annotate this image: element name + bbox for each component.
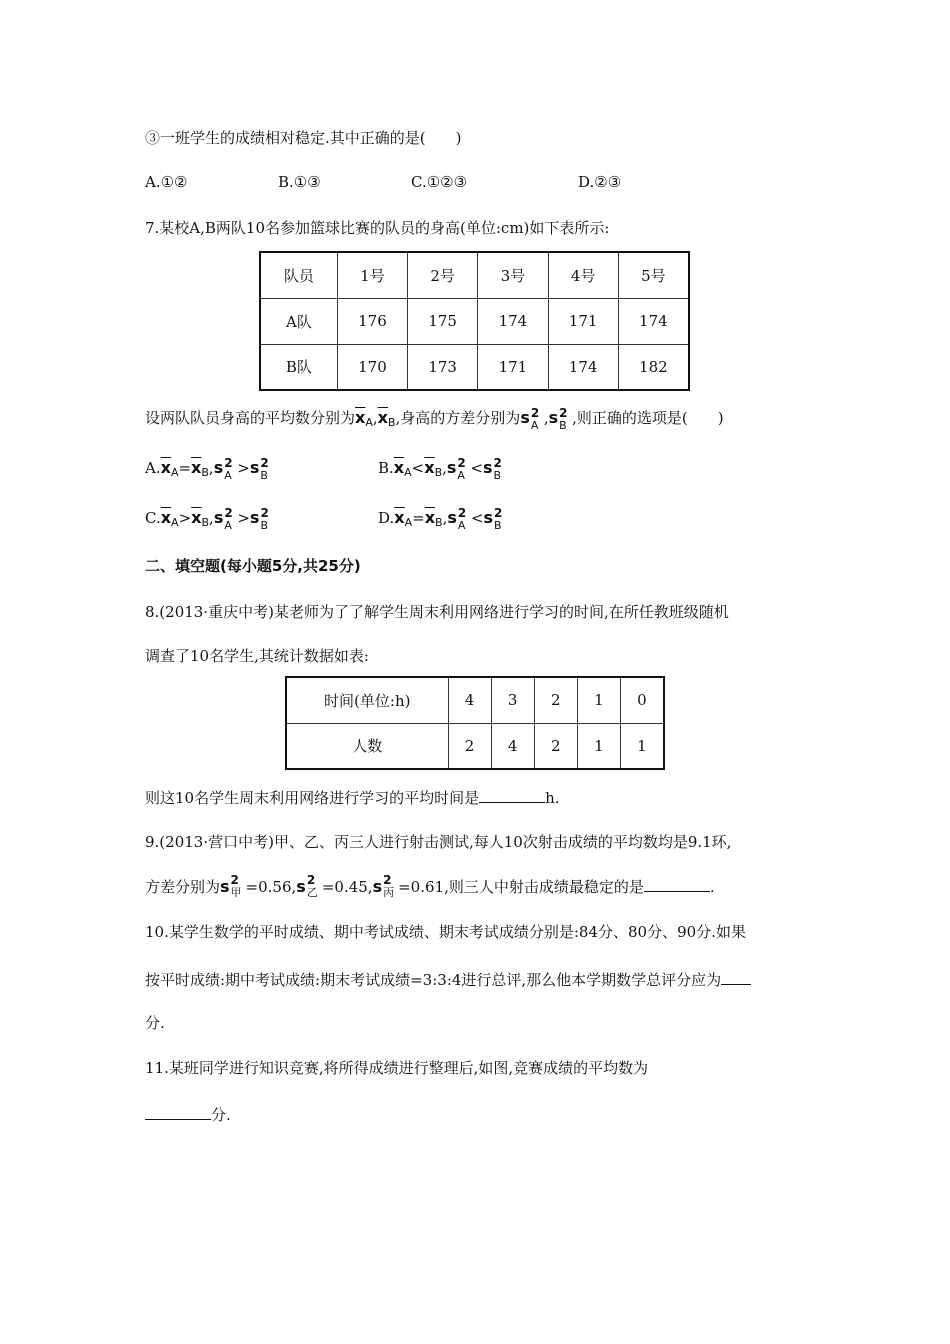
table-row	[286, 677, 664, 723]
superscript: 2	[530, 406, 540, 420]
subscript: 丙	[383, 886, 395, 899]
q7-ask-post: ,则正确的选项是( )	[572, 409, 724, 427]
script-pair	[558, 406, 572, 432]
table-cell: 173	[408, 344, 478, 390]
table-cell: 时间(单位:h)	[286, 677, 448, 723]
superscript: 2	[494, 506, 503, 520]
operator: =	[178, 459, 192, 477]
script-pair	[306, 873, 322, 899]
subscript: B	[201, 516, 210, 529]
q8-answer-post: h.	[545, 789, 560, 807]
table-cell: 3号	[478, 252, 548, 298]
variance-symbol: s	[447, 508, 457, 527]
q9-value-3: =0.61,则三人中射击成绩最稳定的是	[398, 878, 644, 896]
operator: <	[470, 459, 483, 477]
subscript: A	[404, 466, 412, 479]
subscript: B	[494, 519, 502, 532]
subscript: B	[201, 466, 209, 479]
table-cell: 1	[620, 723, 664, 769]
q8-time-table	[285, 676, 665, 770]
script-pair	[259, 456, 273, 482]
table-cell: 5号	[618, 252, 689, 298]
table-cell: 人数	[286, 723, 448, 769]
table-cell: 174	[478, 298, 548, 344]
script-pair	[230, 873, 246, 899]
comma: ,	[209, 509, 214, 527]
subscript: B	[493, 469, 502, 482]
q11-line2	[145, 1103, 231, 1125]
script-pair	[456, 456, 470, 482]
comma: ,	[372, 409, 378, 427]
q9-value-2: =0.45,	[321, 878, 373, 896]
subscript: B	[260, 469, 268, 482]
table-cell: 1	[577, 677, 620, 723]
table-cell: 1号	[337, 252, 407, 298]
subscript: A	[224, 519, 232, 532]
table-cell: 171	[548, 298, 618, 344]
q7-height-table	[259, 251, 690, 391]
comma: ,	[442, 509, 448, 527]
option-label: D.	[378, 509, 395, 527]
variance-symbol: s	[372, 877, 383, 896]
subscript: A	[365, 416, 373, 429]
q6-option-d: D.②③	[578, 173, 622, 191]
q9-value-1: =0.56,	[245, 878, 297, 896]
table-cell: 4号	[548, 252, 618, 298]
mean-symbol: $\overline{x}$	[191, 458, 202, 477]
script-pair	[457, 506, 471, 532]
mean-symbol: $\overline{x}$	[424, 508, 436, 527]
section-title: 二、填空题(每小题5分,共25分)	[145, 557, 361, 575]
q7-option-d	[378, 508, 507, 533]
superscript: 2	[306, 873, 316, 887]
subscript: B	[559, 419, 567, 432]
mean-symbol: $\overline{x}$	[160, 458, 171, 477]
subscript: 乙	[306, 886, 318, 899]
variance-symbol: s	[446, 458, 457, 477]
table-cell: 4	[448, 677, 491, 723]
subscript: A	[224, 469, 232, 482]
subscript: A	[530, 419, 539, 432]
variance-symbol: s	[548, 408, 559, 427]
q10-line2-text: 按平时成绩:期中考试成绩:期末考试成绩=3:3:4进行总评,那么他本学期数学总评分应为	[145, 971, 722, 989]
q8-line2: 调查了10名学生,其统计数据如表:	[145, 647, 369, 665]
q10-line1: 10.某学生数学的平时成绩、期中考试成绩、期末考试成绩分别是:84分、80分、90分.如果	[145, 923, 746, 941]
table-cell: 170	[337, 344, 407, 390]
q6-option-a: A.①②	[145, 173, 188, 191]
variance-symbol: s	[249, 458, 260, 477]
script-pair	[223, 506, 237, 532]
table-row	[260, 344, 689, 390]
q9-pre: 方差分别为	[145, 878, 221, 896]
operator: >	[237, 459, 250, 477]
q10-line3: 分.	[145, 1014, 165, 1032]
q9-line2	[145, 875, 715, 897]
subscript: A	[457, 469, 465, 482]
table-cell: B队	[260, 344, 337, 390]
q7-ask-pre: 设两队队员身高的平均数分别为	[145, 409, 356, 427]
q8-answer-line	[145, 786, 560, 808]
table-cell: A队	[260, 298, 337, 344]
q9-post: .	[709, 878, 715, 896]
variance-symbol: s	[249, 508, 260, 527]
operator: <	[411, 459, 425, 477]
table-cell: 队员	[260, 252, 337, 298]
comma: ,	[442, 459, 447, 477]
mean-symbol: $\overline{x}$	[355, 408, 366, 427]
subscript: 甲	[230, 886, 242, 899]
operator: >	[237, 509, 250, 527]
q7-option-a	[145, 458, 273, 483]
q11-line2-post: 分.	[211, 1106, 231, 1124]
mean-symbol: $\overline{x}$	[160, 508, 172, 527]
variance-symbol: s	[220, 877, 230, 896]
answer-blank[interactable]	[479, 786, 545, 803]
mean-symbol: $\overline{x}$	[191, 508, 202, 527]
subscript: B	[387, 416, 396, 429]
script-pair	[493, 506, 507, 532]
table-cell: 182	[618, 344, 689, 390]
variance-symbol: s	[483, 458, 493, 477]
table-row	[286, 723, 664, 769]
mean-symbol: $\overline{x}$	[377, 408, 388, 427]
subscript: A	[457, 519, 466, 532]
option-label: A.	[145, 459, 161, 477]
mean-symbol: $\overline{x}$	[393, 458, 405, 477]
comma: ,	[543, 409, 549, 427]
option-label: C.	[145, 509, 161, 527]
table-cell: 0	[620, 677, 664, 723]
superscript: 2	[383, 873, 392, 887]
table-cell: 2	[534, 723, 577, 769]
q11-line1: 11.某班同学进行知识竞赛,将所得成绩进行整理后,如图,竞赛成绩的平均数为	[145, 1059, 649, 1077]
answer-blank[interactable]	[721, 968, 751, 985]
mean-symbol: $\overline{x}$	[424, 458, 435, 477]
variance-symbol: s	[213, 458, 224, 477]
subscript: B	[260, 519, 268, 532]
script-pair	[259, 506, 273, 532]
operator: =	[412, 509, 425, 527]
q7-option-c	[145, 508, 273, 533]
subscript: A	[170, 466, 179, 479]
superscript: 2	[224, 506, 233, 520]
superscript: 2	[224, 456, 233, 470]
table-cell: 171	[478, 344, 548, 390]
table-cell: 176	[337, 298, 407, 344]
variance-symbol: s	[296, 877, 306, 896]
answer-blank[interactable]	[644, 875, 710, 892]
operator: <	[470, 509, 484, 527]
option-label: B.	[378, 459, 394, 477]
table-row	[260, 252, 689, 298]
script-pair	[382, 873, 398, 899]
q8-answer-pre: 则这10名学生周末利用网络进行学习的平均时间是	[145, 789, 480, 807]
superscript: 2	[260, 506, 269, 520]
superscript: 2	[260, 456, 269, 470]
subscript: A	[404, 516, 413, 529]
q7-stem: 7.某校A,B两队10名参加篮球比赛的队员的身高(单位:cm)如下表所示:	[145, 219, 610, 237]
subscript: B	[435, 516, 443, 529]
q9-line1: 9.(2013·营口中考)甲、乙、丙三人进行射击测试,每人10次射击成绩的平均数均是9.1环,	[145, 833, 732, 851]
superscript: 2	[230, 873, 239, 887]
subscript: A	[171, 516, 179, 529]
table-row	[260, 298, 689, 344]
q8-line1: 8.(2013·重庆中考)某老师为了了解学生周末利用网络进行学习的时间,在所任教班级随机	[145, 603, 729, 621]
table-cell: 175	[408, 298, 478, 344]
q6-option-c: C.①②③	[411, 173, 468, 191]
superscript: 2	[493, 456, 502, 470]
table-cell: 2号	[408, 252, 478, 298]
q6-statement-3: ③一班学生的成绩相对稳定.其中正确的是( )	[145, 129, 462, 147]
mean-symbol: $\overline{x}$	[394, 508, 405, 527]
table-cell: 174	[548, 344, 618, 390]
table-cell: 1	[577, 723, 620, 769]
q7-question	[145, 408, 724, 433]
script-pair	[223, 456, 237, 482]
superscript: 2	[457, 506, 467, 520]
q7-option-b	[378, 458, 507, 483]
operator: >	[178, 509, 192, 527]
variance-symbol: s	[520, 408, 530, 427]
subscript: B	[434, 466, 443, 479]
table-cell: 174	[618, 298, 689, 344]
table-cell: 3	[491, 677, 534, 723]
superscript: 2	[457, 456, 466, 470]
q10-line2	[145, 968, 751, 990]
table-cell: 2	[448, 723, 491, 769]
answer-blank[interactable]	[145, 1103, 211, 1120]
variance-symbol: s	[213, 508, 224, 527]
table-cell: 4	[491, 723, 534, 769]
comma: ,	[208, 459, 214, 477]
table-cell: 2	[534, 677, 577, 723]
superscript: 2	[559, 406, 568, 420]
variance-symbol: s	[483, 508, 493, 527]
q6-option-b: B.①③	[278, 173, 321, 191]
q7-ask-mid: ,身高的方差分别为	[395, 409, 521, 427]
script-pair	[493, 456, 507, 482]
script-pair	[530, 406, 544, 432]
